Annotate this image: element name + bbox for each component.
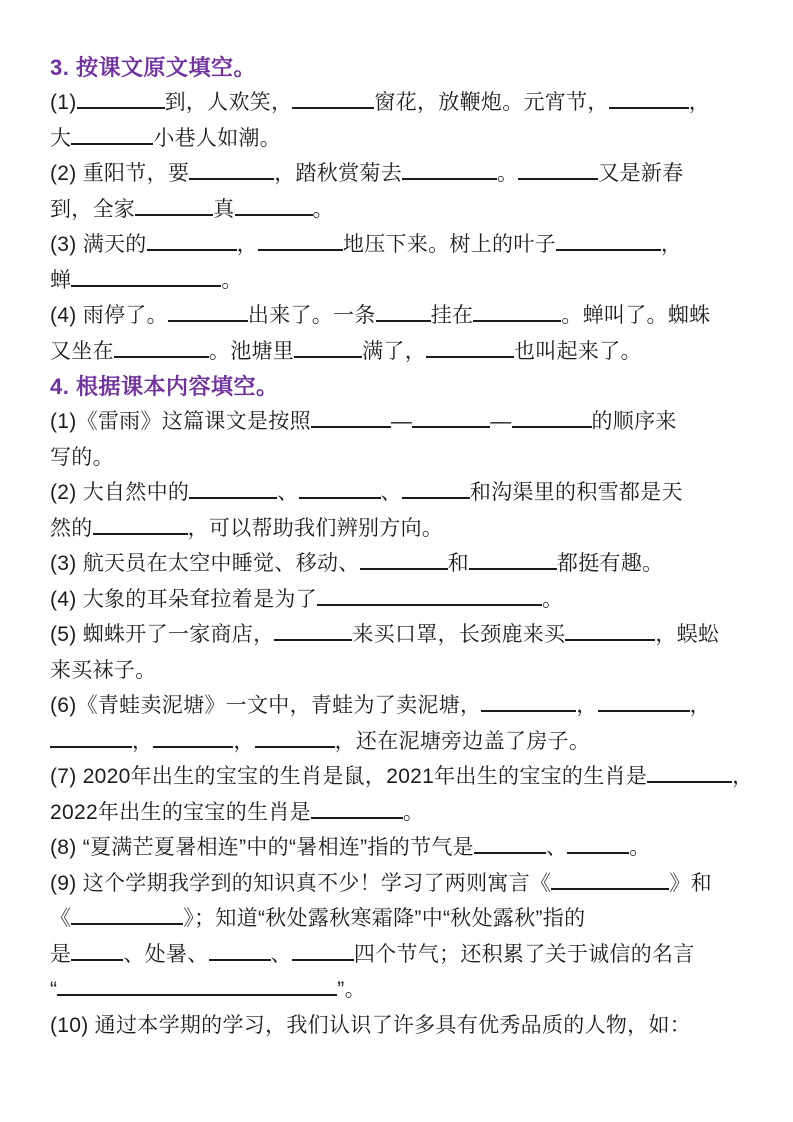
blank-field (402, 163, 497, 180)
blank-field (647, 766, 732, 783)
text-line (50, 866, 747, 902)
text-segment: 。 (221, 268, 243, 292)
text-segment: 。 (312, 197, 334, 221)
section-4 (50, 369, 754, 1043)
text-segment: (2) 大自然中的 (50, 481, 190, 504)
text-segment: (3) 航天员在太空中睡觉、移动、 (50, 552, 360, 575)
text-segment: ， (732, 765, 754, 788)
text-segment: 和沟渠里的积雪都是天 (469, 481, 683, 504)
text-segment: 到，全家 (50, 197, 136, 221)
blank-field (93, 518, 188, 535)
text-line (50, 759, 754, 795)
blank-field (598, 695, 690, 712)
text-segment: 。 (629, 836, 651, 859)
blank-field (317, 589, 542, 606)
text-segment: 、 (545, 836, 568, 859)
text-line (50, 617, 747, 653)
section-heading: 4. 根据课本内容填空。 (50, 374, 279, 399)
blank-field (426, 341, 514, 358)
blank-field (57, 979, 337, 996)
text-segment: 。池塘里 (208, 339, 295, 363)
text-segment: 来买袜子。 (50, 658, 157, 682)
text-segment: 都挺有趣。 (556, 552, 664, 575)
blank-field (209, 944, 271, 961)
text-segment: 四个节气；还积累了关于诚信的名言 (353, 942, 695, 966)
text-segment: (6)《青蛙卖泥塘》一文中，青蛙为了卖泥塘， (50, 694, 482, 717)
text-segment: 写的。 (50, 445, 114, 469)
text-line (50, 1008, 747, 1044)
text-segment: (1)《雷雨》这篇课文是按照 (50, 410, 311, 433)
text-segment: 、 (380, 481, 402, 504)
text-segment: 。 (497, 162, 519, 185)
text-segment: 、处暑、 (123, 942, 209, 966)
blank-field (360, 553, 448, 570)
blank-field (402, 482, 470, 499)
text-line (50, 937, 747, 973)
blank-field (71, 128, 153, 145)
text-segment: ，踏秋赏菊去 (274, 162, 403, 185)
text-line (50, 724, 747, 760)
blank-field (567, 837, 629, 854)
text-segment: (1) (50, 91, 77, 114)
text-line (50, 334, 747, 370)
text-segment: ， (233, 729, 255, 753)
text-segment: (4) 雨停了。 (50, 304, 168, 327)
text-segment: (9) 这个学期我学到的知识真不少！学习了两则寓言《 (50, 871, 552, 895)
text-segment: ”。 (337, 978, 366, 1001)
text-segment: 然的 (50, 516, 93, 540)
blank-field (153, 731, 233, 748)
text-segment: 满了， (362, 339, 427, 363)
text-line (50, 156, 747, 192)
text-segment: 真 (213, 197, 235, 221)
text-segment: 《 (50, 907, 72, 930)
text-segment: 窗花，放鞭炮。元宵节， (374, 91, 609, 114)
text-line (50, 688, 747, 724)
blank-field (235, 199, 313, 216)
text-segment: 蝉 (50, 268, 72, 292)
section-lines (50, 404, 754, 1043)
text-segment: 大 (50, 126, 72, 150)
blank-field (376, 305, 431, 322)
text-line (50, 582, 747, 618)
blank-field (412, 411, 490, 428)
blank-field (147, 234, 237, 251)
text-segment: ， (236, 233, 258, 256)
text-segment: 小巷人如潮。 (153, 126, 282, 150)
text-segment: (3) 满天的 (50, 233, 147, 256)
text-line (50, 795, 747, 831)
text-segment: — (490, 410, 512, 433)
blank-field (77, 92, 165, 109)
text-line (50, 404, 747, 440)
text-segment: (7) 2020年出生的宝宝的生肖是鼠，2021年出生的宝宝的生肖是 (50, 765, 648, 788)
text-segment: 地压下来。树上的叶子 (342, 233, 556, 256)
text-segment: ， (689, 694, 711, 717)
text-line (50, 440, 747, 476)
text-line (50, 901, 747, 937)
text-segment: 和 (447, 552, 469, 575)
text-segment: (8) “夏满芒夏暑相连”中的“暑相连”指的节气是 (50, 836, 474, 859)
blank-field (311, 411, 391, 428)
text-line (50, 511, 747, 547)
text-line (50, 263, 747, 299)
text-segment: “ (50, 978, 58, 1001)
text-segment: ， (688, 91, 711, 114)
section-lines (50, 85, 747, 369)
text-segment: 。 (542, 587, 564, 611)
text-segment: ，蜈蚣 (655, 623, 720, 646)
text-segment: 、 (277, 481, 299, 504)
blank-field (274, 624, 352, 641)
text-segment: 。蝉叫了。蜘蛛 (561, 304, 711, 327)
blank-field (299, 482, 381, 499)
text-line (50, 85, 747, 121)
blank-field (135, 199, 213, 216)
text-segment: 2022年出生的宝宝的生肖是 (50, 800, 311, 824)
text-segment: 。 (402, 800, 425, 824)
text-segment: (4) 大象的耳朵耷拉着是为了 (50, 587, 317, 611)
text-segment: 、 (270, 942, 292, 966)
text-segment: ，可以帮助我们辨别方向。 (187, 516, 444, 540)
blank-field (114, 341, 209, 358)
blank-field (71, 270, 221, 287)
text-segment: 又是新春 (598, 162, 684, 185)
text-segment: ， (132, 729, 154, 753)
text-line (50, 298, 747, 334)
text-line (50, 546, 747, 582)
blank-field (168, 305, 248, 322)
text-segment: 来买口罩，长颈鹿来买 (352, 623, 566, 646)
blank-field (556, 234, 661, 251)
text-segment: 出来了。一条 (247, 304, 376, 327)
text-segment: (5) 蜘蛛开了一家商店， (50, 623, 275, 646)
text-segment: 到，人欢笑， (164, 91, 293, 114)
blank-field (481, 695, 576, 712)
blank-field (609, 92, 689, 109)
text-line (50, 121, 747, 157)
text-segment: ，还在泥塘旁边盖了房子。 (334, 729, 591, 753)
blank-field (518, 163, 598, 180)
text-segment: 是 (50, 942, 72, 966)
blank-field (551, 873, 669, 890)
blank-field (294, 341, 362, 358)
text-line (50, 972, 747, 1008)
blank-field (189, 482, 277, 499)
blank-field (512, 411, 592, 428)
text-segment: 》；知道“秋处露秋寒霜降”中“秋处露秋”指的 (183, 907, 586, 930)
blank-field (50, 731, 132, 748)
blank-field (473, 305, 561, 322)
blank-field (71, 908, 183, 925)
text-line (50, 192, 747, 228)
text-segment: 》和 (669, 871, 712, 895)
blank-field (258, 234, 343, 251)
text-segment: — (390, 410, 413, 433)
blank-field (565, 624, 655, 641)
text-segment: 挂在 (430, 304, 474, 327)
blank-field (311, 802, 403, 819)
section-heading: 3. 按课文原文填空。 (50, 55, 256, 80)
blank-field (292, 92, 374, 109)
text-segment: (2) 重阳节，要 (50, 162, 190, 185)
text-line (50, 475, 747, 511)
text-line (50, 653, 747, 689)
text-segment: 的顺序来 (591, 410, 677, 433)
blank-field (189, 163, 274, 180)
blank-field (474, 837, 546, 854)
text-segment: (10) 通过本学期的学习，我们认识了许多具有优秀品质的人物，如： (50, 1013, 692, 1037)
blank-field (292, 944, 354, 961)
text-segment: ， (576, 694, 598, 717)
blank-field (255, 731, 335, 748)
text-segment: 也叫起来了。 (514, 339, 642, 363)
text-segment: ， (660, 233, 683, 256)
text-line (50, 227, 747, 263)
text-line (50, 830, 747, 866)
blank-field (71, 944, 123, 961)
text-segment: 又坐在 (50, 339, 114, 363)
section-3 (50, 50, 747, 369)
blank-field (469, 553, 557, 570)
